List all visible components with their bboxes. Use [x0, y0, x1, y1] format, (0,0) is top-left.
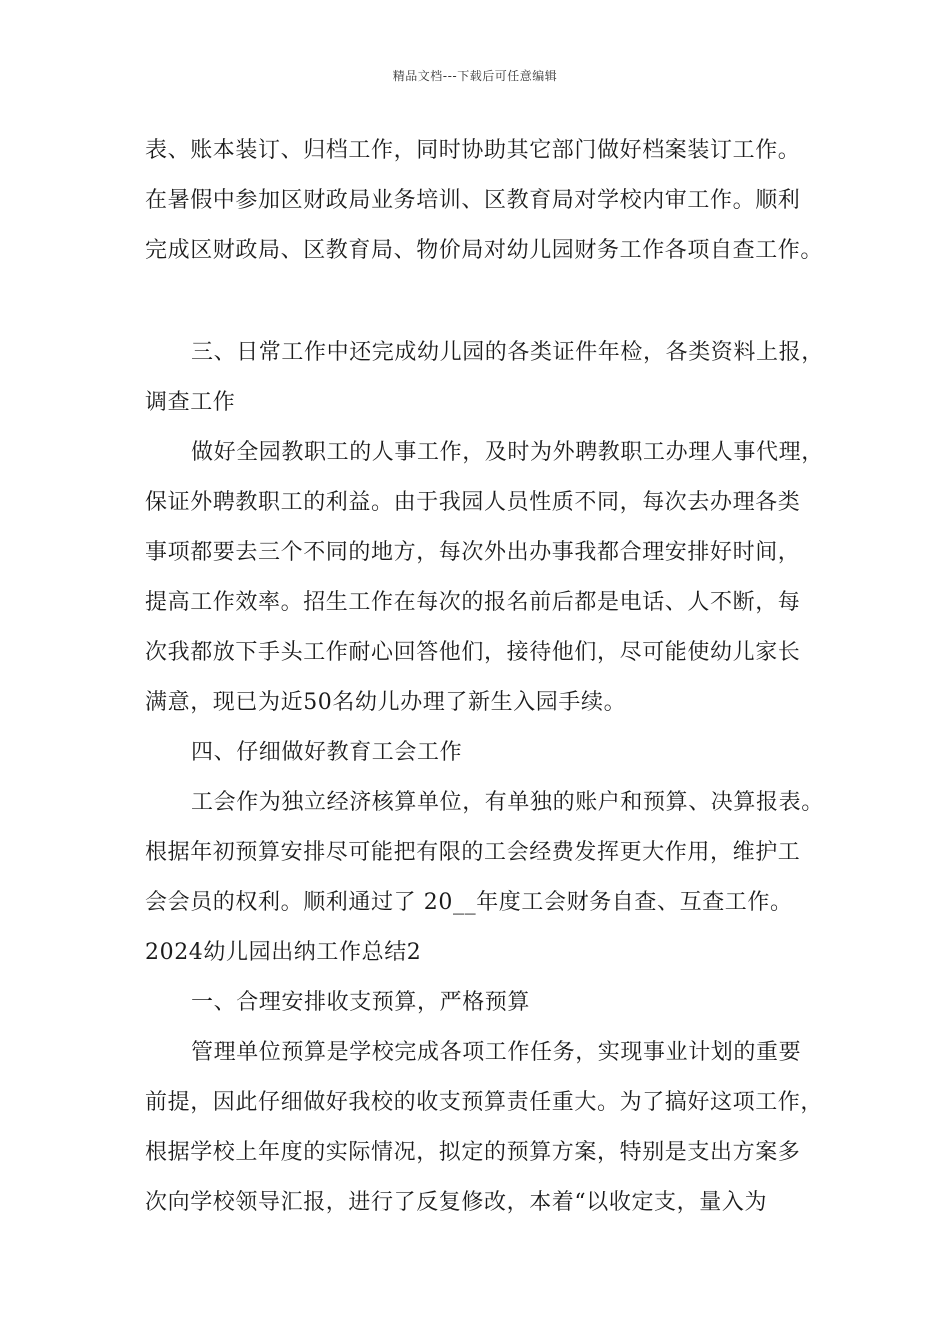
section-heading-4: 四、仔细做好教育工会工作	[191, 740, 463, 765]
text-line: 表、账本装订、归档工作，同时协助其它部门做好档案装订工作。	[145, 138, 801, 163]
text-line: 次向学校领导汇报，进行了反复修改，本着“以收定支，量入为	[145, 1190, 768, 1215]
text-line: 做好全园教职工的人事工作，及时为外聘教职工办理人事代理，	[191, 440, 824, 465]
text-line: 会会员的权利。顺利通过了 20__年度工会财务自查、互查工作。	[145, 890, 793, 915]
text-line: 满意，现已为近50名幼儿办理了新生入园手续。	[145, 690, 627, 715]
text-line: 提高工作效率。招生工作在每次的报名前后都是电话、人不断，每	[145, 590, 801, 615]
text-line: 完成区财政局、区教育局、物价局对幼儿园财务工作各项自查工作。	[145, 238, 824, 263]
section-heading-3: 三、日常工作中还完成幼儿园的各类证件年检，各类资料上报，	[191, 340, 824, 365]
text-line: 次我都放下手头工作耐心回答他们，接待他们，尽可能使幼儿家长	[145, 640, 801, 665]
text-line: 工会作为独立经济核算单位，有单独的账户和预算、决算报表。	[191, 790, 824, 815]
text-line: 调查工作	[145, 390, 236, 415]
text-line: 根据年初预算安排尽可能把有限的工会经费发挥更大作用，维护工	[145, 840, 801, 865]
text-line: 管理单位预算是学校完成各项工作任务，实现事业计划的重要	[191, 1040, 802, 1065]
text-line: 根据学校上年度的实际情况，拟定的预算方案，特别是支出方案多	[145, 1140, 801, 1165]
document-body	[145, 126, 825, 1228]
page-header: 精品文档---下载后可任意编辑	[392, 69, 558, 83]
text-line: 保证外聘教职工的利益。由于我园人员性质不同，每次去办理各类	[145, 490, 801, 515]
text-line: 前提，因此仔细做好我校的收支预算责任重大。为了搞好这项工作，	[145, 1090, 824, 1115]
document-title-2: 2024幼儿园出纳工作总结2	[145, 940, 422, 965]
paragraph-gap	[145, 276, 825, 328]
text-line: 在暑假中参加区财政局业务培训、区教育局对学校内审工作。顺利	[145, 188, 801, 213]
text-line: 事项都要去三个不同的地方，每次外出办事我都合理安排好时间，	[145, 540, 801, 565]
section-heading-1: 一、合理安排收支预算，严格预算	[191, 990, 531, 1015]
